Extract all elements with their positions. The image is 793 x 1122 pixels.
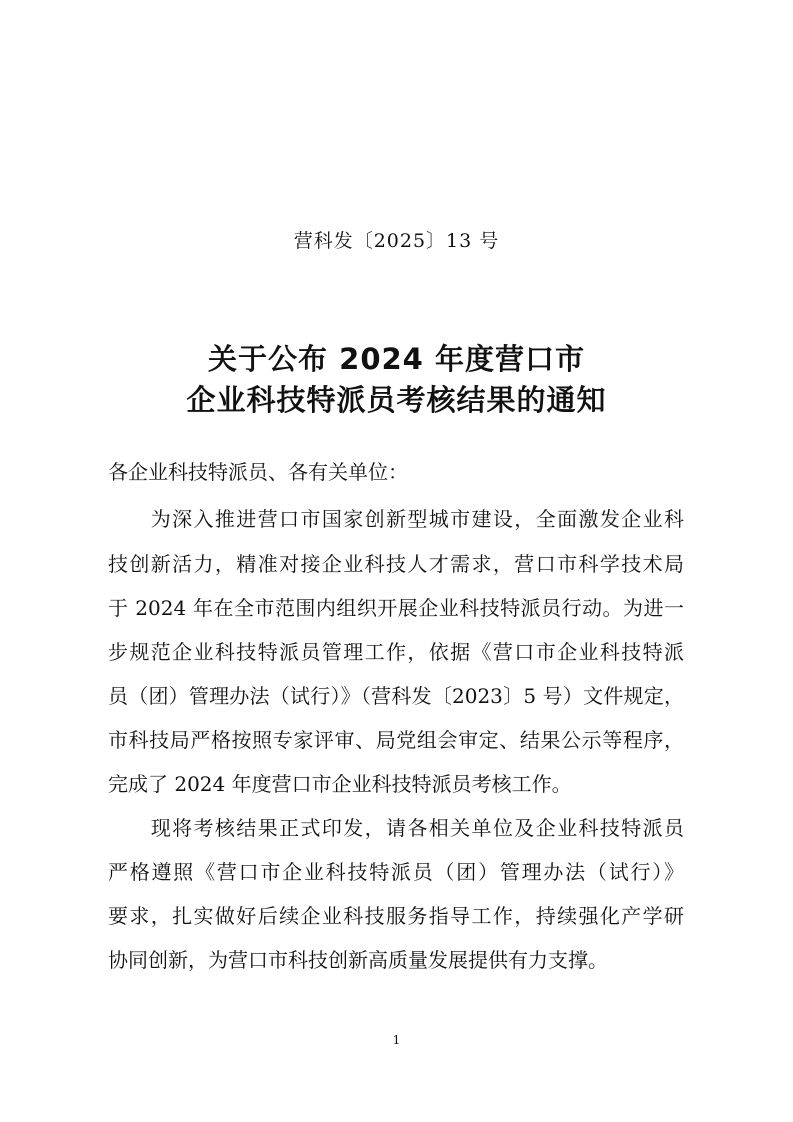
title-line-2: 企业科技特派员考核结果的通知 (186, 383, 607, 417)
page-number: 1 (392, 1033, 401, 1047)
paragraph-line: 协同创新，为营口市科技创新高质量发展提供有力支撑。 (108, 948, 608, 972)
salutation: 各企业科技特派员、各有关单位： (108, 460, 408, 484)
paragraph-line: 步规范企业科技特派员管理工作，依据《营口市企业科技特派 (108, 640, 684, 664)
paragraph-line: 员（团）管理办法（试行）》（营科发〔2023〕5 号）文件规定， (108, 684, 684, 708)
paragraph-line: 为深入推进营口市国家创新型城市建设，全面激发企业科 (108, 507, 684, 531)
paragraph-line: 市科技局严格按照专家评审、局党组会审定、结果公示等程序， (108, 728, 684, 752)
paragraph-line: 技创新活力，精准对接企业科技人才需求，营口市科学技术局 (108, 552, 684, 576)
paragraph-line: 完成了 2024 年度营口市企业科技特派员考核工作。 (108, 772, 572, 796)
paragraph-line: 于 2024 年在全市范围内组织开展企业科技特派员行动。为进一 (108, 596, 684, 620)
paragraph-line: 要求，扎实做好后续企业科技服务指导工作，持续强化产学研 (108, 904, 684, 928)
paragraph-line: 现将考核结果正式印发，请各相关单位及企业科技特派员 (108, 816, 684, 840)
paragraph-line: 严格遵照《营口市企业科技特派员（团）管理办法（试行）》 (108, 860, 684, 884)
document-number: 营科发〔2025〕13 号 (293, 230, 500, 252)
title-line-1: 关于公布 2024 年度营口市 (208, 342, 585, 376)
